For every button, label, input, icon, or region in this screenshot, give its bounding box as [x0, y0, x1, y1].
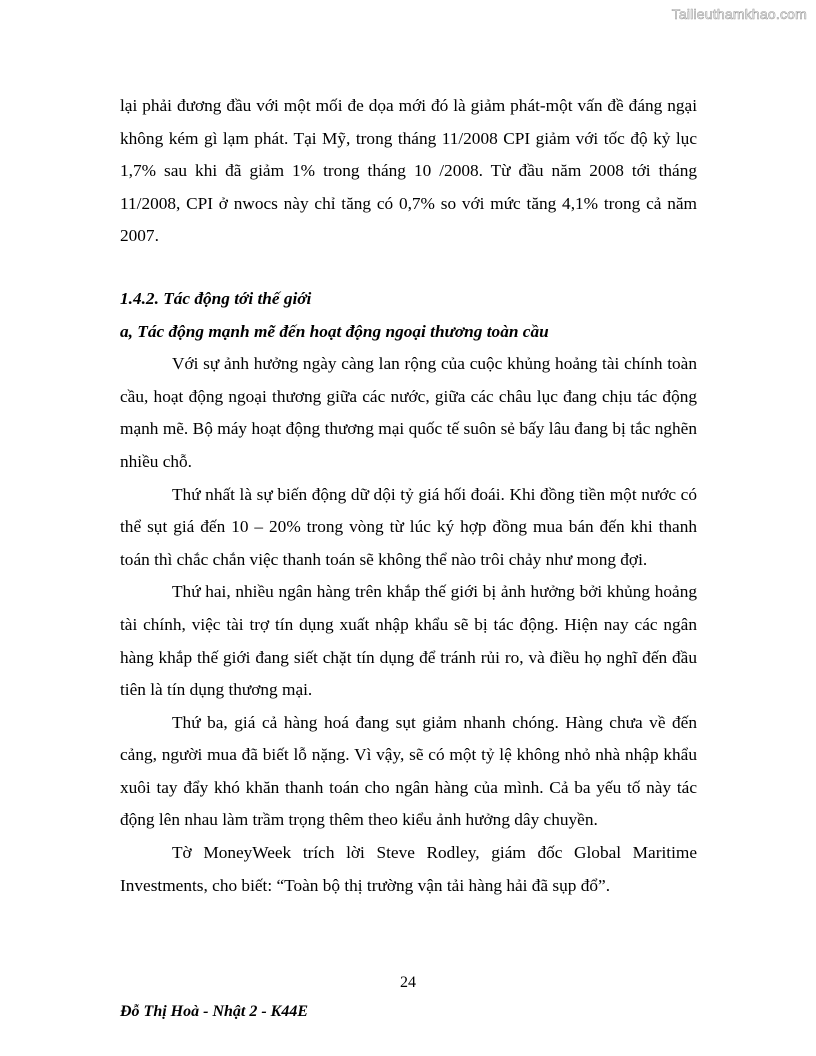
document-body	[120, 90, 697, 902]
paragraph: Tờ MoneyWeek trích lời Steve Rodley, giám đốc Global Maritime Investments, cho biết: “Toàn bộ thị trường vận tải hàng hải đã sụp đổ”.	[120, 843, 697, 895]
paragraph-continued: lại phải đương đầu với một mối đe dọa mới đó là giảm phát-một vấn đề đáng ngại không kém gì lạm phát. Tại Mỹ, trong tháng 11/2008 CPI giảm với tốc độ kỷ lục 1,7% sau khi đã giảm 1% trong tháng 10 /2008. Từ đầu năm 2008 tới tháng 11/2008, CPI ở nwocs này chỉ tăng có 0,7% so với mức tăng 4,1% trong cả năm 2007.	[120, 96, 697, 246]
watermark-text: Tailieuthamkhao.com	[671, 6, 807, 22]
section-heading: 1.4.2. Tác động tới thế giới	[120, 288, 312, 308]
paragraph: Thứ nhất là sự biến động dữ dội tỷ giá hối đoái. Khi đồng tiền một nước có thể sụt giá đến 10 – 20% trong vòng từ lúc ký hợp đồng mua bán đến khi thanh toán thì chắc chắn việc thanh toán sẽ không thể nào trôi chảy như mong đợi.	[120, 484, 697, 569]
paragraph: Thứ ba, giá cả hàng hoá đang sụt giảm nhanh chóng. Hàng chưa về đến cảng, người mua đã biết lỗ nặng. Vì vậy, sẽ có một tỷ lệ không nhỏ nhà nhập khẩu xuôi tay đẩy khó khăn thanh toán cho ngân hàng của mình. Cả ba yếu tố này tác động lên nhau làm trầm trọng thêm theo kiểu ảnh hưởng dây chuyền.	[120, 712, 697, 830]
footer-author: Đỗ Thị Hoà - Nhật 2 - K44E	[120, 1003, 309, 1020]
page-number: 24	[400, 974, 416, 991]
sub-heading: a, Tác động mạnh mẽ đến hoạt động ngoại thương toàn cầu	[120, 321, 549, 341]
paragraph: Với sự ảnh hưởng ngày càng lan rộng của cuộc khủng hoảng tài chính toàn cầu, hoạt động ngoại thương giữa các nước, giữa các châu lục đang chịu tác động mạnh mẽ. Bộ máy hoạt động thương mại quốc tế suôn sẻ bấy lâu đang bị tắc nghẽn nhiều chỗ.	[120, 354, 697, 471]
paragraph: Thứ hai, nhiều ngân hàng trên khắp thế giới bị ảnh hưởng bởi khủng hoảng tài chính, việc tài trợ tín dụng xuất nhập khẩu sẽ bị tác động. Hiện nay các ngân hàng khắp thế giới đang siết chặt tín dụng để tránh rủi ro, và điều họ nghĩ đến đầu tiên là tín dụng thương mại.	[120, 582, 697, 700]
